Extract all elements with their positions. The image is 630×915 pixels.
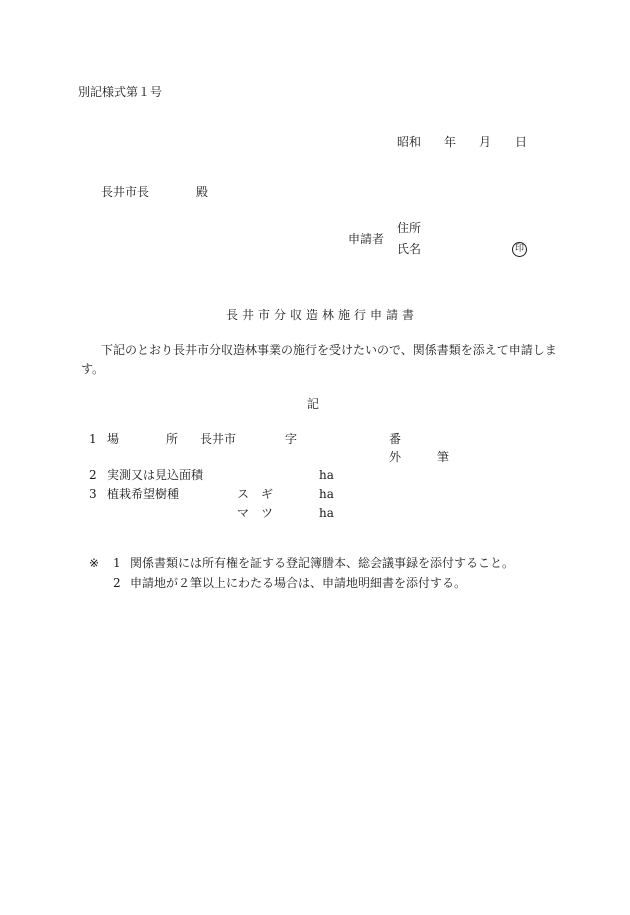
species1-unit: ha — [319, 487, 334, 501]
item2-number: 2 — [89, 468, 97, 482]
item1-ban: 番 — [389, 432, 402, 446]
date-era: 昭和 — [397, 135, 422, 149]
body-line-2: す。 — [81, 362, 105, 376]
document-title: 長井市分収造林施行申請書 — [226, 308, 419, 322]
addressee-name: 長井市長 — [101, 185, 150, 199]
date-day: 日 — [515, 135, 528, 149]
item1-city: 長井市 — [200, 432, 237, 446]
body-line-1: 下記のとおり長井市分収造林事業の施行を受けたいので、関係書類を添えて申請しま — [101, 343, 557, 357]
addressee-honorific: 殿 — [196, 185, 209, 199]
item1-aza: 字 — [285, 432, 298, 446]
item3-number: 3 — [89, 487, 97, 501]
item1-number: 1 — [89, 432, 97, 446]
species2-a: マ — [237, 506, 250, 520]
item2-label: 実測又は見込面積 — [107, 468, 204, 482]
form-number: 別記様式第１号 — [78, 85, 163, 99]
note1-text: 関係書類には所有権を証する登記簿謄本、総会議事録を添付すること。 — [130, 556, 515, 570]
date-year: 年 — [444, 135, 457, 149]
date-month: 月 — [479, 135, 492, 149]
note1-number: 1 — [113, 556, 121, 570]
item1-label-a: 場 — [107, 432, 120, 446]
species2-unit: ha — [319, 506, 334, 520]
species1-b: ギ — [261, 487, 274, 501]
applicant-label: 申請者 — [348, 232, 385, 246]
note2-number: 2 — [113, 576, 121, 590]
applicant-name-label: 氏名 — [397, 242, 422, 256]
item2-unit: ha — [319, 468, 334, 482]
item3-label: 植栽希望樹種 — [107, 487, 180, 501]
ki-heading: 記 — [307, 397, 320, 411]
note-mark: ※ — [89, 556, 100, 570]
seal-icon: 印 — [512, 242, 527, 257]
species2-b: ツ — [261, 506, 274, 520]
item1-label-b: 所 — [166, 432, 179, 446]
species1-a: ス — [237, 487, 250, 501]
applicant-address-label: 住所 — [397, 221, 422, 235]
note2-text: 申請地が２筆以上にわたる場合は、申請地明細書を添付する。 — [130, 576, 467, 590]
item1-hitsu: 筆 — [437, 450, 450, 464]
item1-gai: 外 — [389, 450, 402, 464]
